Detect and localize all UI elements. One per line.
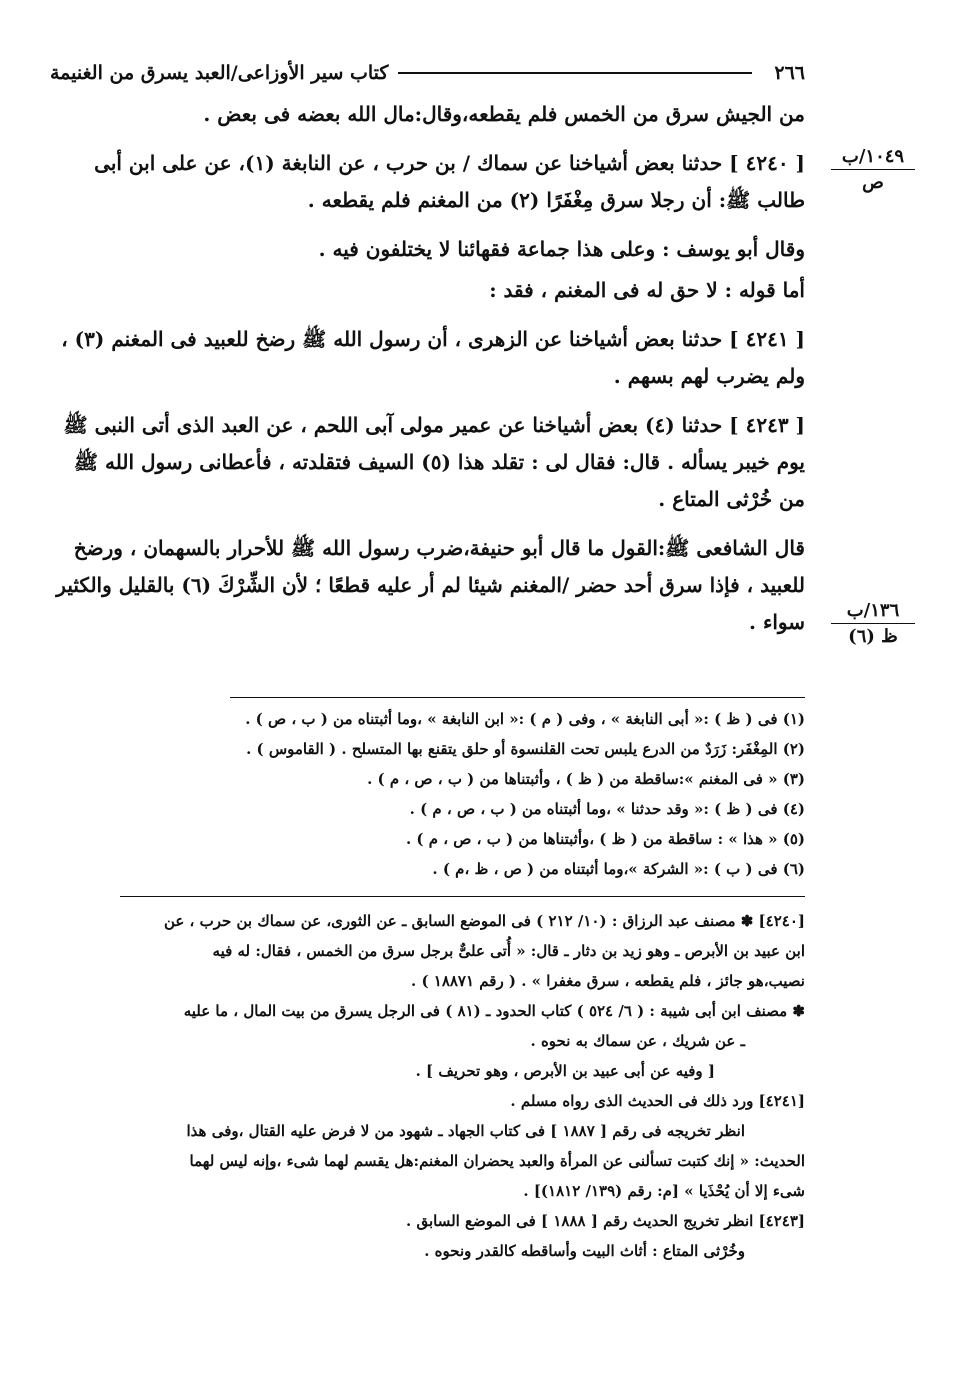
footnotes-separator <box>230 697 805 698</box>
margin-folio-2-source: ظ (٦) <box>848 626 898 647</box>
footnote-6: (٦) فى ( ب ) :« الشركة »،وما أثبتناه من ( ص ، ظ ،م ) . <box>432 860 805 878</box>
footnotes <box>210 704 805 884</box>
paragraph-hadith-4243: [ ٤٢٤٣ ] حدثنا (٤) بعض أشياخنا عن عمير مولى آبى اللحم ، عن العبد الذى أتى النبى ﷺ يوم خيبر يسأله . قال: فقال لى : تقلد هذا (٥) السيف فتقلدته ، فأعطانى رسول الله ﷺ من خُرْثى المتاع . <box>63 413 805 511</box>
reference-line: [٤٢٤١] ورد ذلك فى الحديث الذى رواه مسلم . <box>510 1092 805 1110</box>
reference-line: وخُرْثى المتاع : أثاث البيت وأساقطه كالقدر ونحوه . <box>424 1242 745 1260</box>
paragraph-hadith-4240: [ ٤٢٤٠ ] حدثنا بعض أشياخنا عن سماك / بن حرب ، عن النابغة (١)، عن على ابن أبى طالب ﷺ: أن رجلا سرق مِغْفَرًا (٢) من المغنم فلم يقطعه . <box>94 151 805 212</box>
margin-folio-note-1 <box>831 146 915 193</box>
header-rule <box>398 72 752 74</box>
paragraph-qawluh: أما قوله : لا حق له فى المغنم ، فقد : <box>489 278 805 302</box>
paragraph-1: من الجيش سرق من الخمس فلم يقطعه،وقال:مال الله بعضه فى بعض . <box>203 102 805 126</box>
reference-line: [٤٢٤٠] ✽ مصنف عبد الرزاق : (١٠/ ٢١٢ ) فى الموضع السابق ـ عن الثورى، عن سماك بن حرب ، عن <box>163 912 805 930</box>
running-title: كتاب سير الأوزاعى/العبد يسرق من الغنيمة <box>50 62 389 84</box>
page-number: ٢٦٦ <box>774 62 805 84</box>
margin-folio-1-source: ص <box>862 172 884 193</box>
reference-line: ✽ مصنف ابن أبى شيبة : ( ٦/ ٥٢٤ ) كتاب الحدود ـ (٨١ ) فى الرجل يسرق من بيت المال ، ما عليه <box>183 1002 805 1020</box>
margin-folio-2: ١٣٦/ب <box>831 600 915 624</box>
footnote-2: (٢) المِغْفَر: زَرَدٌ من الدرع يلبس تحت القلنسوة أو حلق يتقنع بها المتسلح . ( القاموس ) . <box>246 740 805 758</box>
paragraph-abu-yusuf: وقال أبو يوسف : وعلى هذا جماعة فقهائنا لا يختلفون فيه . <box>318 237 805 261</box>
main-text <box>50 96 805 653</box>
margin-folio-1: ١٠٤٩/ب <box>831 146 915 170</box>
references-separator <box>120 896 805 897</box>
takhrij-references <box>60 906 805 1266</box>
paragraph-shafii: قال الشافعى ﷺ:القول ما قال أبو حنيفة،ضرب رسول الله ﷺ للأحرار بالسهمان ، ورضخ للعبيد ، فإذا سرق أحد حضر /المغنم شيئا لم أر عليه قطعًا ؛ لأن الشِّرْكَ (٦) بالقليل والكثير سواء . <box>56 536 805 634</box>
reference-line: نصيب،هو جائز ، فلم يقطعه ، سرق مغفرا » . ( رقم ١٨٨٧١ ) . <box>411 972 805 990</box>
reference-line: انظر تخريجه فى رقم [ ١٨٨٧ ] فى كتاب الجهاد ـ شهود من لا فرض عليه القتال ،وفى هذا <box>186 1122 745 1140</box>
running-header <box>50 56 805 90</box>
reference-line: شىء إلا أن يُحْذَيا » [م: رقم (١٣٩/ ١٨١٢)] . <box>523 1182 805 1200</box>
reference-line: ابن عبيد بن الأبرص ـ وهو زيد بن دثار ـ قال: « أُتى علىٌّ برجل سرق من الخمس ، فقال: له فيه <box>212 942 805 960</box>
footnote-5: (٥) « هذا » : ساقطة من ( ظ ) ،وأثبتناها من ( ب ، ص ، م ) . <box>405 830 805 848</box>
margin-folio-note-2 <box>831 600 915 647</box>
paragraph-hadith-4241: [ ٤٢٤١ ] حدثنا بعض أشياخنا عن الزهرى ، أن رسول الله ﷺ رضخ للعبيد فى المغنم (٣) ، ولم يضرب لهم بسهم . <box>61 327 805 388</box>
reference-line: ـ عن شريك ، عن سماك به نحوه . <box>530 1032 745 1050</box>
reference-line: الحديث: « إنك كتبت تسألنى عن المرأة والعبد يحضران المغنم:هل يقسم لهما شىء ،وإنه ليس لهما <box>189 1152 805 1170</box>
footnote-1: (١) فى ( ظ ) :« أبى النابغة » ، وفى ( م ) :« ابن النابغة » ،وما أثبتناه من ( ب ، ص ) . <box>245 710 805 728</box>
reference-line: [ وفيه عن أبى عبيد بن الأبرص ، وهو تحريف ] . <box>415 1062 715 1080</box>
footnote-4: (٤) فى ( ظ ) :« وقد حدثنا » ،وما أثبتناه من ( ب ، ص ، م ) . <box>409 800 805 818</box>
footnote-3: (٣) « فى المغنم »:ساقطة من ( ظ ) ، وأثبتناها من ( ب ، ص ، م ) . <box>367 770 805 788</box>
reference-line: [٤٢٤٣] انظر تخريج الحديث رقم [ ١٨٨٨ ] فى الموضع السابق . <box>406 1212 805 1230</box>
